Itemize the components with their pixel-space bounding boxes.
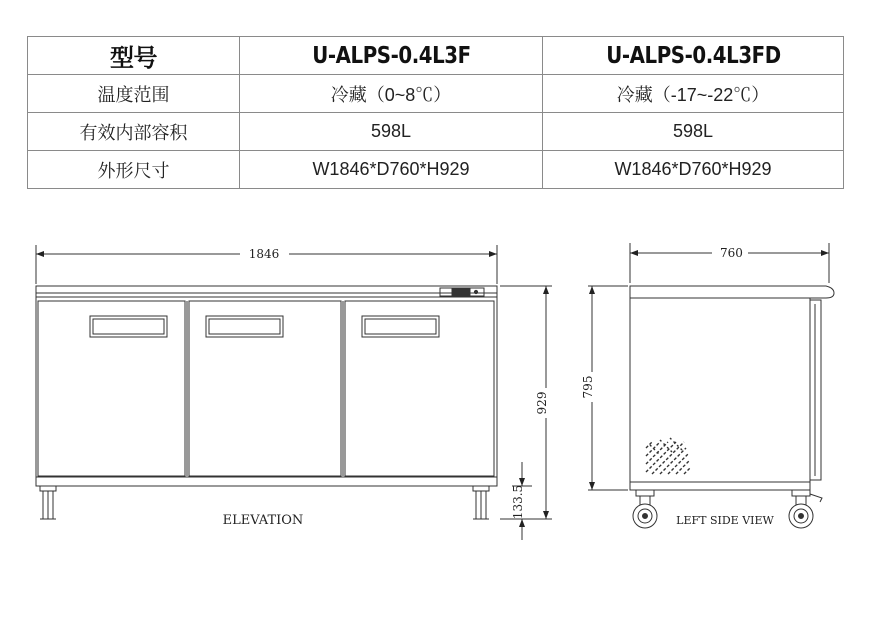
elevation-view [36, 245, 552, 540]
control-panel [440, 288, 484, 296]
side-height-label: 795 [581, 375, 595, 399]
side-caster-left [633, 490, 657, 528]
door-handles [90, 316, 439, 337]
ventilation-grille [646, 438, 690, 474]
caster-left [40, 486, 56, 519]
header-model-2: U-ALPS-0.4L3FD [564, 37, 823, 75]
elevation-height-label: 929 [535, 391, 549, 415]
side-view-caption: LEFT SIDE VIEW [676, 514, 774, 527]
volume-model-2: 598L [543, 113, 844, 151]
cabinet-top [36, 286, 497, 297]
temperature-model-2: 冷藏（-17~-22℃） [543, 75, 844, 113]
side-view [588, 243, 834, 528]
dimensions-model-1: W1846*D760*H929 [240, 151, 543, 189]
elevation-caption: ELEVATION [222, 513, 304, 528]
dimensions-model-2: W1846*D760*H929 [543, 151, 844, 189]
row-label-dimensions: 外形尺寸 [28, 151, 240, 189]
caster-right [473, 486, 489, 519]
elevation-width-label: 1846 [248, 247, 280, 261]
cabinet-base [36, 477, 497, 486]
header-model-label: 型号 [28, 37, 240, 75]
door-left [38, 301, 185, 476]
side-body [630, 298, 810, 482]
cabinet-body [36, 297, 497, 477]
door-center [189, 301, 341, 476]
header-model-1: U-ALPS-0.4L3F [261, 37, 522, 75]
side-top [630, 286, 834, 298]
row-label-volume: 有效内部容积 [28, 113, 240, 151]
side-base [630, 482, 810, 490]
door-right [345, 301, 494, 476]
side-caster-right [789, 490, 822, 528]
temperature-model-1: 冷藏（0~8℃） [240, 75, 543, 113]
caster-height-label: 133.5 [511, 484, 525, 520]
volume-model-1: 598L [240, 113, 543, 151]
row-label-temperature: 温度范围 [28, 75, 240, 113]
side-depth-label: 760 [720, 246, 743, 260]
